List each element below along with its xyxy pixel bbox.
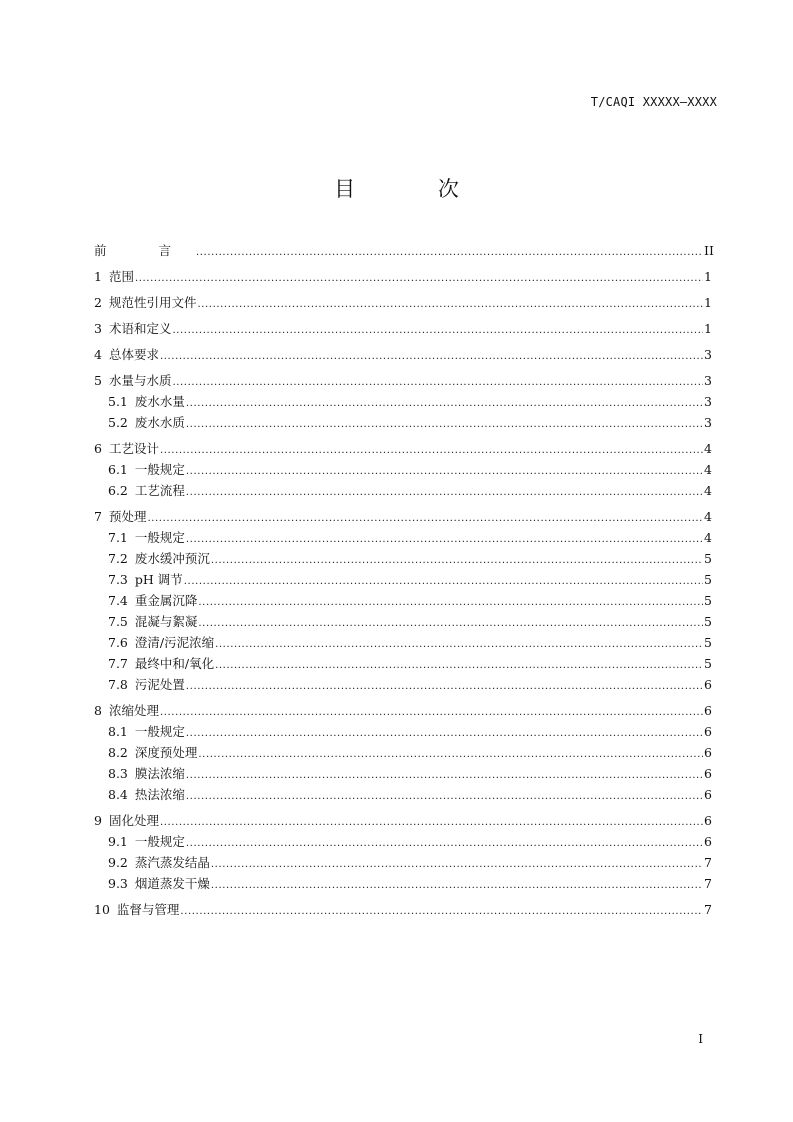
toc-entry-title: 一般规定 bbox=[134, 462, 185, 477]
toc-entry-page: 3 bbox=[704, 415, 712, 430]
toc-dot-leader bbox=[198, 613, 703, 634]
toc-dot-leader bbox=[215, 655, 703, 676]
toc-entry-title: pH 调节 bbox=[134, 572, 183, 587]
toc-entry-page: 6 bbox=[704, 677, 712, 692]
toc-dot-leader bbox=[186, 393, 703, 414]
toc-entry-label bbox=[108, 852, 210, 873]
toc-entry-title: 前 言 bbox=[94, 243, 195, 258]
toc-entry-page: 1 bbox=[704, 321, 712, 336]
toc-entry-page: 6 bbox=[704, 787, 712, 802]
toc-dot-leader bbox=[186, 786, 703, 807]
toc-entry-number: 7.6 bbox=[108, 635, 128, 650]
toc-entry-title: 一般规定 bbox=[134, 530, 185, 545]
toc-entry-title: 废水水量 bbox=[134, 394, 185, 409]
toc-entry-label bbox=[108, 784, 185, 805]
toc-entry-label bbox=[94, 506, 146, 527]
toc-entry-number: 9.1 bbox=[108, 834, 128, 849]
toc-entry[interactable] bbox=[94, 763, 710, 784]
toc-entry-title: 废水缓冲预沉 bbox=[134, 551, 210, 566]
toc-dot-leader bbox=[135, 268, 703, 289]
toc-entry-label bbox=[108, 480, 185, 501]
toc-dot-leader bbox=[186, 529, 703, 550]
toc-entry-title: 膜法浓缩 bbox=[134, 766, 185, 781]
toc-dot-leader bbox=[160, 812, 703, 833]
toc-entry-number: 5.1 bbox=[108, 394, 128, 409]
toc-entry[interactable] bbox=[94, 852, 710, 873]
toc-entry-number: 7.5 bbox=[108, 614, 128, 629]
toc-entry-number: 8.2 bbox=[108, 745, 128, 760]
toc-entry[interactable] bbox=[94, 548, 710, 569]
toc-dot-leader bbox=[197, 294, 703, 315]
toc-entry-label bbox=[94, 344, 159, 365]
toc-entry-label bbox=[108, 873, 210, 894]
toc-entry-number: 4 bbox=[94, 347, 102, 362]
toc-entry-page: 6 bbox=[704, 813, 712, 828]
toc-dot-leader bbox=[184, 571, 703, 592]
toc-entry-number: 7.2 bbox=[108, 551, 128, 566]
toc-entry-title: 一般规定 bbox=[134, 834, 185, 849]
toc-entry-title: 热法浓缩 bbox=[134, 787, 185, 802]
toc-entry[interactable] bbox=[94, 344, 710, 365]
toc-entry-number: 6.1 bbox=[108, 462, 128, 477]
toc-entry-number: 8.3 bbox=[108, 766, 128, 781]
toc-entry-title: 工艺设计 bbox=[108, 441, 159, 456]
toc-entry-page: 5 bbox=[704, 635, 712, 650]
toc-entry-page: 3 bbox=[704, 373, 712, 388]
toc-entry-label bbox=[108, 742, 197, 763]
toc-entry-title: 混凝与絮凝 bbox=[134, 614, 198, 629]
toc-entry[interactable] bbox=[94, 742, 710, 763]
toc-entry-title: 废水水质 bbox=[134, 415, 185, 430]
toc-entry-page: 6 bbox=[704, 766, 712, 781]
toc-entry-page: 7 bbox=[704, 855, 712, 870]
toc-entry-number: 6 bbox=[94, 441, 102, 456]
toc-entry-number: 7.1 bbox=[108, 530, 128, 545]
toc-entry-number: 9.3 bbox=[108, 876, 128, 891]
toc-entry-page: 7 bbox=[704, 876, 712, 891]
toc-entry[interactable] bbox=[94, 611, 710, 632]
toc-entry-title: 范围 bbox=[108, 269, 134, 284]
toc-entry-title: 工艺流程 bbox=[134, 483, 185, 498]
toc-entry-title: 深度预处理 bbox=[134, 745, 198, 760]
toc-entry-number: 10 bbox=[94, 902, 110, 917]
toc-entry-page: 3 bbox=[704, 347, 712, 362]
toc-entry-page: 5 bbox=[704, 593, 712, 608]
toc-entry[interactable] bbox=[94, 266, 710, 287]
toc-entry-number: 7.7 bbox=[108, 656, 128, 671]
toc-entry-page: 1 bbox=[704, 269, 712, 284]
toc-entry[interactable] bbox=[94, 412, 710, 433]
toc-entry-label bbox=[94, 700, 159, 721]
toc-entry[interactable] bbox=[94, 590, 710, 611]
toc-entry-title: 术语和定义 bbox=[108, 321, 172, 336]
toc-dot-leader bbox=[186, 765, 703, 786]
toc-entry-number: 9 bbox=[94, 813, 102, 828]
toc-dot-leader bbox=[186, 676, 703, 697]
toc-entry[interactable] bbox=[94, 831, 710, 852]
toc-entry-page: 6 bbox=[704, 834, 712, 849]
toc-entry[interactable] bbox=[94, 527, 710, 548]
toc-dot-leader bbox=[211, 875, 703, 896]
toc-entry-page: 6 bbox=[704, 745, 712, 760]
toc-entry-label bbox=[108, 632, 214, 653]
toc-entry-page: 4 bbox=[704, 462, 712, 477]
toc-entry-label bbox=[94, 899, 179, 920]
toc-entry[interactable] bbox=[94, 292, 710, 313]
toc-entry-label bbox=[94, 370, 171, 391]
toc-entry-title: 澄清/污泥浓缩 bbox=[134, 635, 215, 650]
toc-entry[interactable] bbox=[94, 873, 710, 894]
toc-entry[interactable] bbox=[94, 240, 714, 261]
toc-entry-number: 7.4 bbox=[108, 593, 128, 608]
toc-dot-leader bbox=[186, 723, 703, 744]
toc-entry-label bbox=[108, 831, 185, 852]
toc-entry-label bbox=[94, 266, 134, 287]
toc-entry[interactable] bbox=[94, 632, 710, 653]
toc-entry-label bbox=[108, 569, 183, 590]
toc-entry[interactable] bbox=[94, 569, 710, 590]
toc-entry-title: 蒸汽蒸发结晶 bbox=[134, 855, 210, 870]
toc-entry-number: 8.1 bbox=[108, 724, 128, 739]
toc-title: 目 次 bbox=[334, 177, 497, 201]
toc-entry-label bbox=[108, 391, 185, 412]
toc-entry-page: 7 bbox=[704, 902, 712, 917]
toc-entry[interactable] bbox=[94, 318, 710, 339]
toc-entry-label bbox=[108, 611, 197, 632]
toc-entry-page: 5 bbox=[704, 614, 712, 629]
toc-dot-leader bbox=[180, 901, 703, 922]
toc-entry-label bbox=[94, 240, 195, 261]
toc-entry[interactable] bbox=[94, 480, 710, 501]
toc-entry-page: 3 bbox=[704, 394, 712, 409]
toc-dot-leader bbox=[186, 482, 703, 503]
toc-entry[interactable] bbox=[94, 459, 710, 480]
toc-entry[interactable] bbox=[94, 506, 710, 527]
toc-entry-number: 7.3 bbox=[108, 572, 128, 587]
toc-dot-leader bbox=[186, 414, 703, 435]
toc-entry[interactable] bbox=[94, 370, 710, 391]
toc-entry-page: 6 bbox=[704, 703, 712, 718]
toc-entry-number: 3 bbox=[94, 321, 102, 336]
toc-entry[interactable] bbox=[94, 438, 710, 459]
toc-dot-leader bbox=[196, 242, 703, 263]
toc-entry-number: 9.2 bbox=[108, 855, 128, 870]
toc-entry-label bbox=[108, 721, 185, 742]
toc-dot-leader bbox=[198, 592, 703, 613]
toc-entry-label bbox=[94, 292, 196, 313]
toc-entry-title: 规范性引用文件 bbox=[108, 295, 197, 310]
toc-dot-leader bbox=[186, 833, 703, 854]
page-number: I bbox=[698, 1032, 703, 1046]
toc-entry-page: II bbox=[704, 243, 714, 258]
toc-list bbox=[94, 240, 714, 920]
toc-dot-leader bbox=[160, 346, 703, 367]
toc-dot-leader bbox=[172, 320, 703, 341]
toc-entry-title: 烟道蒸发干燥 bbox=[134, 876, 210, 891]
toc-entry-label bbox=[108, 412, 185, 433]
toc-entry-number: 7 bbox=[94, 509, 102, 524]
toc-entry-page: 4 bbox=[704, 509, 712, 524]
toc-dot-leader bbox=[160, 702, 703, 723]
toc-entry[interactable] bbox=[94, 700, 710, 721]
toc-entry-label bbox=[108, 527, 185, 548]
toc-entry-number: 7.8 bbox=[108, 677, 128, 692]
toc-entry-title: 浓缩处理 bbox=[108, 703, 159, 718]
toc-entry-label bbox=[94, 438, 159, 459]
toc-entry-label bbox=[108, 674, 185, 695]
toc-dot-leader bbox=[198, 744, 703, 765]
toc-entry-title: 总体要求 bbox=[108, 347, 159, 362]
toc-dot-leader bbox=[215, 634, 703, 655]
toc-entry-number: 8.4 bbox=[108, 787, 128, 802]
toc-dot-leader bbox=[172, 372, 703, 393]
toc-entry[interactable] bbox=[94, 721, 710, 742]
toc-entry[interactable] bbox=[94, 391, 710, 412]
toc-dot-leader bbox=[211, 854, 703, 875]
toc-entry-label bbox=[94, 810, 159, 831]
toc-dot-leader bbox=[160, 440, 703, 461]
toc-entry-title: 监督与管理 bbox=[116, 902, 180, 917]
toc-entry-page: 4 bbox=[704, 441, 712, 456]
toc-entry-title: 最终中和/氧化 bbox=[134, 656, 215, 671]
toc-entry-title: 水量与水质 bbox=[108, 373, 172, 388]
toc-entry-title: 预处理 bbox=[108, 509, 147, 524]
toc-entry[interactable] bbox=[94, 899, 710, 920]
toc-entry-page: 4 bbox=[704, 530, 712, 545]
toc-entry[interactable] bbox=[94, 784, 710, 805]
toc-entry-title: 一般规定 bbox=[134, 724, 185, 739]
toc-entry-number: 6.2 bbox=[108, 483, 128, 498]
toc-entry-page: 1 bbox=[704, 295, 712, 310]
toc-entry-label bbox=[94, 318, 171, 339]
toc-entry[interactable] bbox=[94, 674, 710, 695]
toc-entry[interactable] bbox=[94, 810, 710, 831]
toc-entry-label bbox=[108, 763, 185, 784]
toc-entry-page: 5 bbox=[704, 572, 712, 587]
toc-entry-label bbox=[108, 459, 185, 480]
toc-dot-leader bbox=[147, 508, 703, 529]
document-code: T/CAQI XXXXX—XXXX bbox=[590, 95, 717, 109]
toc-entry-page: 4 bbox=[704, 483, 712, 498]
toc-entry-number: 1 bbox=[94, 269, 102, 284]
toc-entry-number: 5.2 bbox=[108, 415, 128, 430]
toc-entry-label bbox=[108, 590, 197, 611]
toc-entry-label bbox=[108, 548, 210, 569]
toc-entry-label bbox=[108, 653, 214, 674]
toc-entry-page: 5 bbox=[704, 656, 712, 671]
toc-entry[interactable] bbox=[94, 653, 710, 674]
toc-entry-number: 8 bbox=[94, 703, 102, 718]
toc-entry-number: 2 bbox=[94, 295, 102, 310]
toc-entry-title: 污泥处置 bbox=[134, 677, 185, 692]
toc-entry-page: 5 bbox=[704, 551, 712, 566]
toc-entry-page: 6 bbox=[704, 724, 712, 739]
toc-entry-number: 5 bbox=[94, 373, 102, 388]
toc-entry-title: 固化处理 bbox=[108, 813, 159, 828]
toc-entry-title: 重金属沉降 bbox=[134, 593, 198, 608]
toc-dot-leader bbox=[186, 461, 703, 482]
toc-dot-leader bbox=[211, 550, 703, 571]
